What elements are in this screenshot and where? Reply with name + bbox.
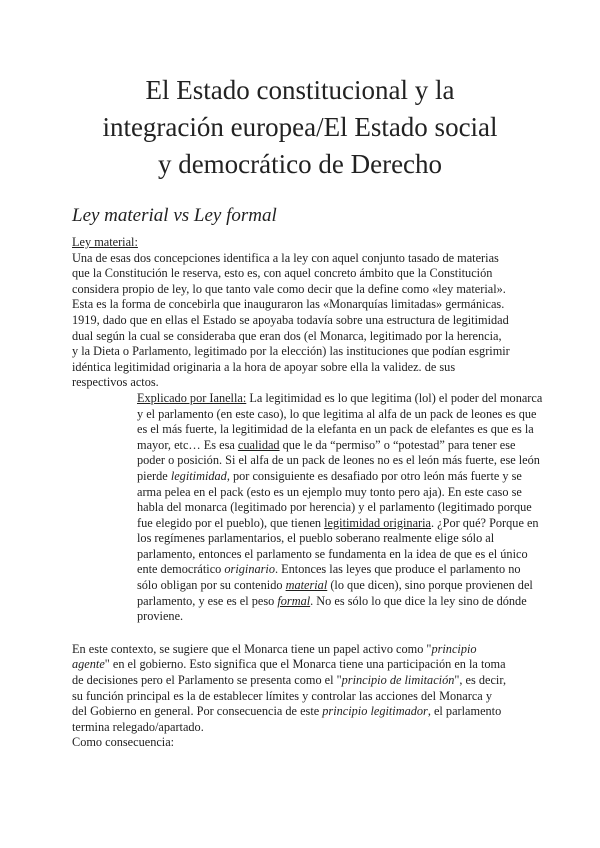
text-span: La legitimidad es lo que legitima (lol) el poder del monarca <box>246 390 543 405</box>
text-span: parlamento, y ese es el peso <box>137 593 278 608</box>
text-line: es el más fuerte, la legitimidad de la elefanta en un pack de elefantes es que es la <box>137 422 534 437</box>
text-span: mayor, etc… Es esa <box>137 437 238 452</box>
text-line: arma pelea en el pack (esto es un ejemplo muy tonto pero aja). En este caso se <box>137 484 522 499</box>
underlined-term: cualidad <box>237 437 280 452</box>
text-span: En este contexto, se sugiere que el Monarca tiene un papel activo como " <box>72 641 432 656</box>
text-span: , el parlamento <box>427 704 502 719</box>
text-span: . Entonces las leyes que produce el parlamento no <box>274 562 521 577</box>
text-line <box>137 390 543 407</box>
text-line <box>72 704 532 720</box>
italic-term: principio <box>431 641 477 656</box>
text-line: los regímenes parlamentarios, el pueblo soberano realmente elige sólo al <box>137 531 495 546</box>
text-line: Esta es la forma de concebirla que inauguraron las «Monarquías limitadas» germánicas. <box>72 297 505 312</box>
text-line: proviene. <box>137 609 184 624</box>
text-span: fue elegido por el pueblo), que tienen <box>137 515 325 530</box>
text-line: parlamento, entonces el parlamento se fundamenta en la idea de que es el único <box>137 546 528 561</box>
italic-term: principio legitimador <box>322 704 428 719</box>
underlined-italic-term: formal <box>277 593 311 608</box>
text-span: " en el gobierno. Esto significa que el Monarca tiene una participación en la toma <box>104 657 506 672</box>
text-span: ente democrático <box>137 562 225 577</box>
text-line: que la Constitución le reserva, esto es, con aquel concreto ámbito que la Constitución <box>72 266 493 281</box>
text-line <box>137 562 532 578</box>
section-heading: Ley material vs Ley formal <box>72 205 277 226</box>
text-line <box>137 469 532 485</box>
paragraph-ley-material <box>72 251 532 391</box>
text-line: su función principal es la de establecer límites y controlar las acciones del Monarca y <box>72 688 492 703</box>
text-line: y la Dieta o Parlamento, legitimado por la elección) las instituciones que podían esgrimir <box>72 344 510 359</box>
text-line: respectivos actos. <box>72 375 159 390</box>
text-line <box>72 673 532 689</box>
explanation-label: Explicado por Ianella: <box>137 390 247 405</box>
text-line: considera propio de ley, lo que tanto vale como decir que la define como «ley material». <box>72 281 506 296</box>
text-line: dual según la cual se consideraba que eran dos (el Monarca, legitimado por la herencia, <box>72 328 502 343</box>
title-line: El Estado constitucional y la <box>145 75 455 105</box>
text-line: idéntica legitimidad originaria a la hora de apoyar sobre ella la validez. de sus <box>72 359 456 374</box>
text-line <box>72 642 532 658</box>
text-span: sólo obligan por su contenido <box>137 578 286 593</box>
title-line: y democrático de Derecho <box>157 149 443 179</box>
text-line: Una de esas dos concepciones identifica a la ley con aquel conjunto tasado de materias <box>72 250 499 265</box>
paragraph-spacer <box>72 625 532 642</box>
text-line: Como consecuencia: <box>72 735 175 750</box>
title-line: integración europea/El Estado social <box>102 112 498 142</box>
text-line: termina relegado/apartado. <box>72 719 204 734</box>
document-body <box>72 235 543 751</box>
text-span: (lo que dicen), sino porque provienen del <box>327 578 533 593</box>
italic-term: originario <box>224 562 275 577</box>
italic-term: legitimidad <box>170 468 227 483</box>
text-span: . No es sólo lo que dice la ley sino de dónde <box>310 593 527 608</box>
text-line: y el parlamento (en este caso), lo que legitima al alfa de un pack de leones es que <box>137 406 537 421</box>
underlined-term: legitimidad originaria <box>324 515 432 530</box>
indented-explanation <box>72 390 543 625</box>
text-line <box>137 438 532 454</box>
italic-term: agente <box>72 657 105 672</box>
text-line <box>137 578 532 594</box>
text-line <box>137 515 539 532</box>
text-span: pierde <box>137 468 171 483</box>
text-span: que le da “permiso” o “potestad” para tener ese <box>279 437 516 452</box>
text-line <box>137 594 532 610</box>
document-title <box>60 72 540 183</box>
text-line: habla del monarca (legitimado por herencia) y el parlamento (legitimado porque <box>137 500 532 515</box>
italic-term: principio de limitación <box>341 673 455 688</box>
text-line <box>72 657 532 673</box>
underlined-italic-term: material <box>285 578 328 593</box>
paragraph-context <box>72 642 532 751</box>
text-span: , por consiguiente es desafiado por otro león más fuerte y se <box>226 468 522 483</box>
text-span: ", es decir, <box>454 673 507 688</box>
text-line: poder o posición. Si el alfa de un pack de leones no es el león más fuerte, ese león <box>137 453 540 468</box>
section-label: Ley material: <box>72 235 138 249</box>
text-span: . ¿Por qué? Porque en <box>431 515 539 530</box>
text-span: del Gobierno en general. Por consecuencia de este <box>72 704 323 719</box>
text-line: 1919, dado que en ellas el Estado se apoyaba todavía sobre una estructura de legitimidad <box>72 312 509 327</box>
text-span: de decisiones pero el Parlamento se presenta como el " <box>72 673 342 688</box>
